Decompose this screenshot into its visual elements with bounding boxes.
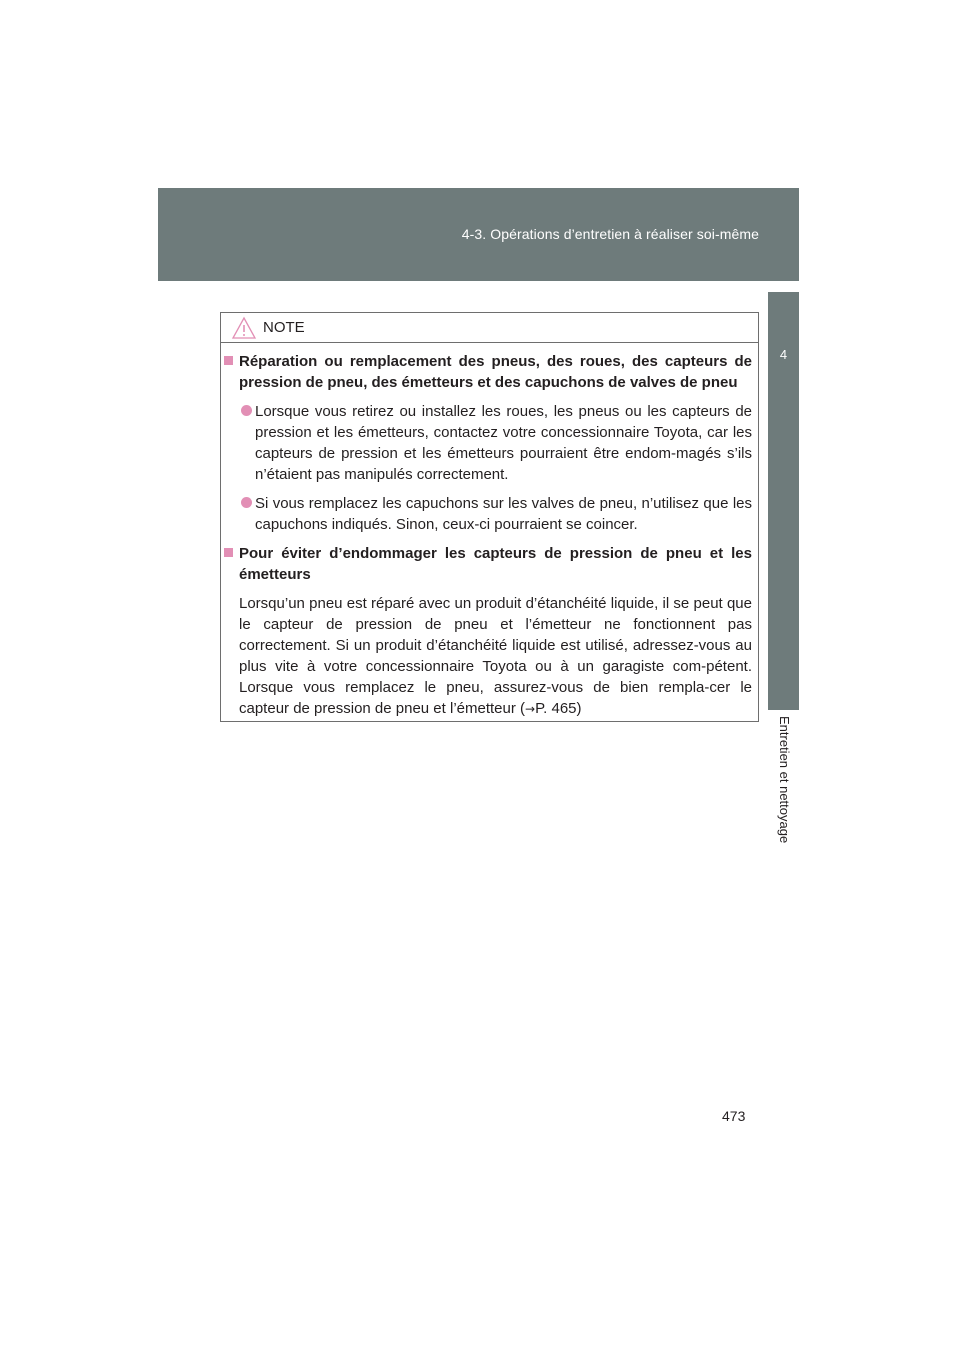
list-item-text: Lorsque vous retirez ou installez les roues, les pneus ou les capteurs de pression et les émetteurs, contactez votre concessionnaire Toyota, car les capteurs de pression et les émetteurs pourraient être endom-magés s’ils n’étaient pas manipulés correctement. <box>255 403 752 483</box>
section-2-paragraph <box>239 593 752 720</box>
section-1-title: Réparation ou remplacement des pneus, des roues, des capteurs de pression de pneu, des émetteurs et des capuchons de valves de pneu <box>239 353 752 391</box>
chapter-label-container <box>772 716 796 866</box>
chapter-label: Entretien et nettoyage <box>777 716 792 844</box>
note-section-2 <box>239 543 752 585</box>
section-2-body: Lorsqu’un pneu est réparé avec un produit d’étanchéité liquide, il se peut que le capteur de pression de pneu et l’émetteur ne fonctionnent pas correctement. Si un produit d’étanchéité liquide est utilisé, adressez-vous au plus vite à votre concessionnaire Toyota ou à un garagiste com-pétent. Lorsque vous remplacez le pneu, assurez-vous de bien rempla-cer le capteur de pression de pneu et l’émetteur ( <box>239 595 752 717</box>
section-header-title: 4-3. Opérations d’entretien à réaliser soi-même <box>461 226 759 242</box>
round-bullet-icon <box>241 405 252 416</box>
reference-arrow-icon: → <box>525 702 536 716</box>
note-section-1 <box>239 351 752 393</box>
chapter-tab <box>768 292 799 710</box>
note-header <box>221 313 758 343</box>
page-number: 473 <box>722 1108 746 1124</box>
section-2-title: Pour éviter d’endommager les capteurs de pression de pneu et les émetteurs <box>239 545 752 583</box>
list-item-text: Si vous remplacez les capuchons sur les valves de pneu, n’utilisez que les capuchons indiqués. Sinon, ceux-ci pourraient se coincer. <box>255 495 752 533</box>
note-box <box>220 312 759 722</box>
note-body <box>221 351 758 720</box>
round-bullet-icon <box>241 497 252 508</box>
square-bullet-icon <box>224 356 233 365</box>
warning-triangle-icon <box>231 316 257 340</box>
page-reference-link[interactable]: P. 465) <box>535 700 582 717</box>
list-item <box>255 401 752 485</box>
square-bullet-icon <box>224 548 233 557</box>
chapter-number: 4 <box>779 347 788 362</box>
header-band <box>158 188 799 281</box>
list-item <box>255 493 752 535</box>
note-title: NOTE <box>263 319 305 336</box>
